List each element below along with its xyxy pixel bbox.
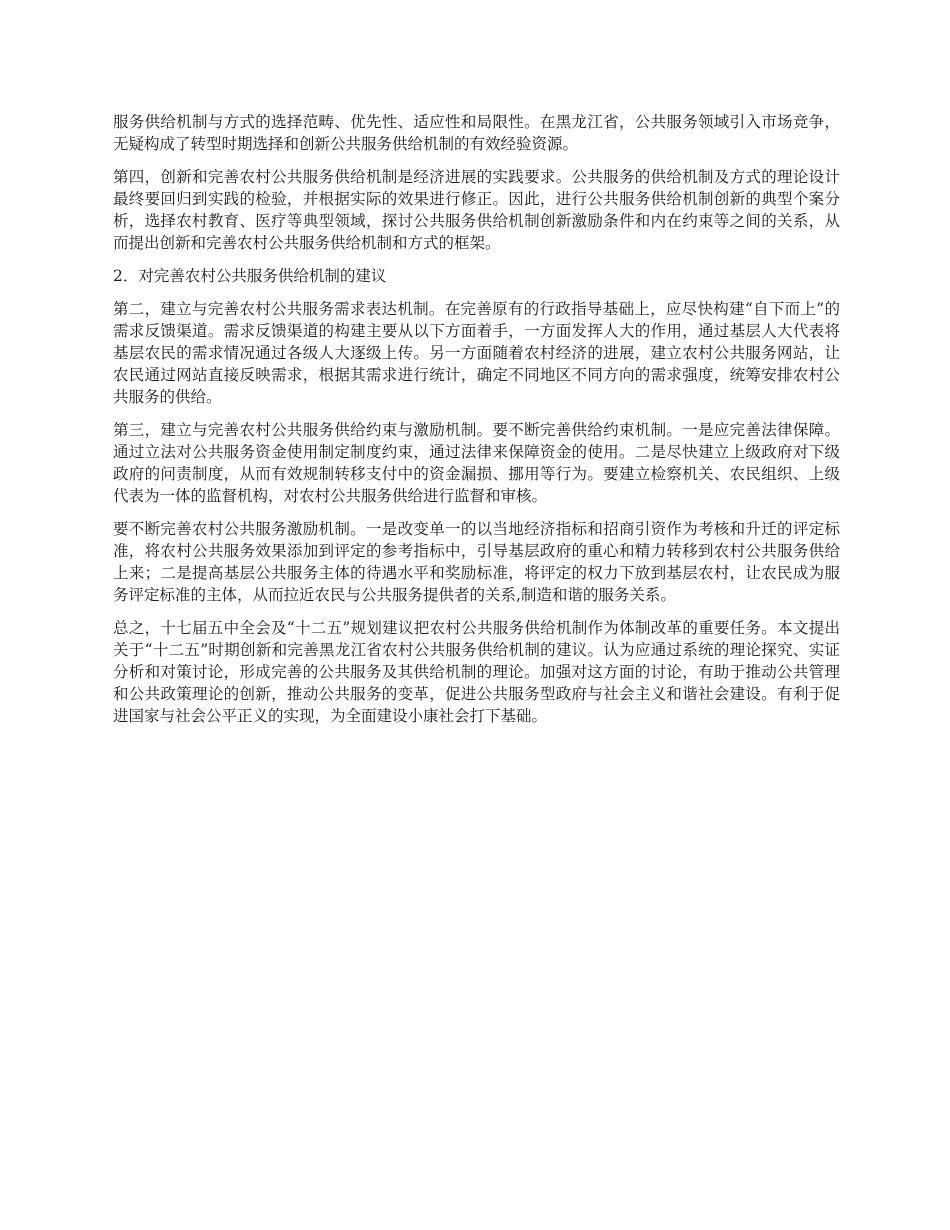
paragraph-demand-expression: 第二，建立与完善农村公共服务需求表达机制。在完善原有的行政指导基础上，应尽快构建“自下而上”的需求反馈渠道。需求反馈渠道的构建主要从以下方面着手，一方面发挥人大的作用，通过基层人大代表将基层农民的需求情况通过各级人大逐级上传。另一方面随着农村经济的进展，建立农村公共服务网站，让农民通过网站直接反映需求，根据其需求进行统计，确定不同地区不同方向的需求强度，统筹安排农村公共服务的供给。 <box>113 300 840 406</box>
paragraph-fourth-point: 第四，创新和完善农村公共服务供给机制是经济进展的实践要求。公共服务的供给机制及方式的理论设计最终要回归到实践的检验，并根据实际的效果进行修正。因此，进行公共服务供给机制创新的典型个案分析，选择农村教育、医疗等典型领域，探讨公共服务供给机制创新激励条件和内在约束等之间的关系，从而提出创新和完善农村公共服务供给机制和方式的框架。 <box>113 168 840 252</box>
paragraph-supply-constraint: 第三，建立与完善农村公共服务供给约束与激励机制。要不断完善供给约束机制。一是应完善法律保障。通过立法对公共服务资金使用制定制度约束，通过法律来保障资金的使用。二是尽快建立上级政府对下级政府的问责制度，从而有效规制转移支付中的资金漏损、挪用等行为。要建立检察机关、农民组织、上级代表为一体的监督机构，对农村公共服务供给进行监督和审核。 <box>113 421 840 505</box>
document-body <box>113 111 840 738</box>
paragraph-conclusion: 总之，十七届五中全会及“十二五”规划建议把农村公共服务供给机制作为体制改革的重要任务。本文提出关于“十二五”时期创新和完善黑龙江省农村公共服务供给机制的建议。认为应通过系统的理论探究、实证分析和对策讨论，形成完善的公共服务及其供给机制的理论。加强对这方面的讨论，有助于推动公共管理和公共政策理论的创新，推动公共服务的变革，促进公共服务型政府与社会主义和谐社会建设。有利于促进国家与社会公平正义的实现，为全面建设小康社会打下基础。 <box>113 619 840 725</box>
section-heading: 2．对完善农村公共服务供给机制的建议 <box>113 267 387 285</box>
paragraph-incentive-mechanism: 要不断完善农村公共服务激励机制。一是改变单一的以当地经济指标和招商引资作为考核和升迁的评定标准，将农村公共服务效果添加到评定的参考指标中，引导基层政府的重心和精力转移到农村公共服务供给上来；二是提高基层公共服务主体的待遇水平和奖励标准，将评定的权力下放到基层农村，让农民成为服务评定标准的主体，从而拉近农民与公共服务提供者的关系,制造和谐的服务关系。 <box>113 520 840 604</box>
paragraph-intro-continued: 服务供给机制与方式的选择范畴、优先性、适应性和局限性。在黑龙江省，公共服务领域引入市场竞争，无疑构成了转型时期选择和创新公共服务供给机制的有效经验资源。 <box>113 113 840 153</box>
